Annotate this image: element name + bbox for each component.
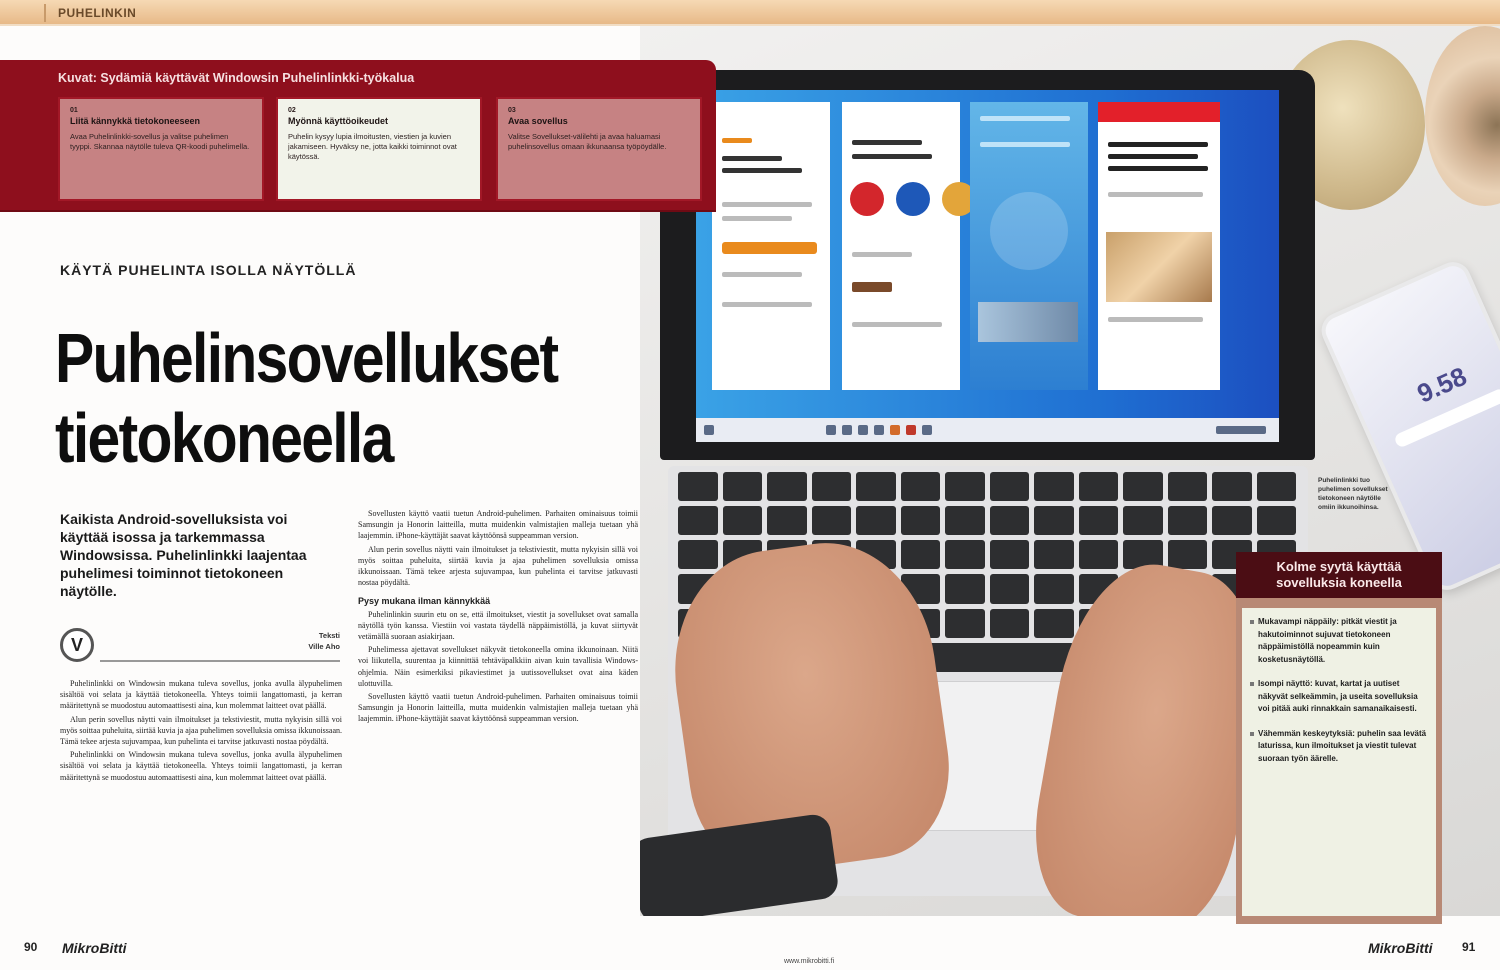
app-logo [722, 138, 752, 143]
byline-author: Ville Aho [308, 642, 340, 651]
start-icon [704, 425, 714, 435]
key [812, 472, 852, 501]
phone-app-window [712, 102, 830, 390]
news-app-header [1098, 102, 1220, 122]
app-text [852, 252, 912, 257]
step-number: 01 [70, 107, 78, 114]
app-text [722, 202, 812, 207]
reasons-sidebar [1236, 552, 1442, 924]
phone-app-window [842, 102, 960, 390]
app-text [980, 142, 1070, 147]
title-line-2: tietokoneella [55, 399, 393, 477]
page-number-left: 90 [24, 940, 38, 954]
key [723, 506, 763, 535]
key [1079, 540, 1119, 569]
key [990, 472, 1030, 501]
body-paragraph: Puhelimessa ajettavat sovellukset näkyvät tietokoneella omina ikkunoinaan. Niitä voi liikutella, suurentaa ja kiinnittää tehtäväpalkkiin aivan kuin tavallisia Windows-ohjelmia. Näin esimerkiksi pikaviestimet ja uutissovellukset ovat aina käden ulottuvilla. [358, 645, 638, 688]
how-to-heading: Kuvat: Sydämiä käyttävät Windowsin Puhelinlinkki-työkalua [58, 71, 415, 85]
key [901, 506, 941, 535]
photo-caption: Puhelinlinkki tuo puhelimen sovellukset tietokoneen näytölle omiin ikkunoihinsa. [1318, 477, 1388, 511]
smartphone [1316, 256, 1500, 595]
key [767, 506, 807, 535]
step-title: Liitä kännykkä tietokoneeseen [70, 116, 201, 126]
app-circle-icon [850, 182, 884, 216]
sidebar-item: Isompi näyttö: kuvat, kartat ja uutiset näkyvät selkeämmin, ja useita sovelluksia voi pitää auki rinnakkain samanaikaisesti. [1252, 678, 1428, 716]
key [812, 506, 852, 535]
body-paragraph: Puhelinlinkki on Windowsin mukana tuleva sovellus, jonka avulla älypuhelimen sisältöä voi selata ja käyttää tietokoneella. Yhteys toimii langattomasti, ja kerran määritettynä se muodostuu automaattisesti aina, kun molemmat laitteet ovat päällä. [60, 679, 342, 711]
body-paragraph: Alun perin sovellus näytti vain ilmoitukset ja tekstiviestit, mutta nykyisin sillä voi myös soittaa puheluita, siirtää kuvia ja ajaa puhelimen sovelluksia omissa ikkunoissaan. Tämä tekee arjesta sujuvampaa, kun puhelinta ei tarvitse jatkuvasti nostaa pöydältä. [60, 714, 342, 747]
sidebar-body [1242, 608, 1436, 916]
key [1034, 574, 1074, 603]
taskbar-app-icon [922, 425, 932, 435]
key [1034, 506, 1074, 535]
key [1034, 609, 1074, 638]
article-title [55, 318, 558, 478]
app-text [852, 322, 942, 327]
app-text [980, 116, 1070, 121]
app-text [722, 168, 802, 173]
key [990, 506, 1030, 535]
key [1257, 472, 1297, 501]
article-kicker: KÄYTÄ PUHELINTA ISOLLA NÄYTÖLLÄ [60, 262, 357, 278]
taskbar-app-icon [874, 425, 884, 435]
byline [60, 628, 340, 674]
byline-role: Teksti [318, 631, 340, 640]
laptop-screen-bezel [660, 70, 1315, 460]
title-line-1: Puhelinsovellukset [55, 319, 558, 397]
section-tag: PUHELINKIN [58, 6, 137, 20]
app-text [722, 216, 792, 221]
key [945, 472, 985, 501]
body-column-1 [60, 678, 342, 785]
news-image [1106, 232, 1212, 302]
key [856, 506, 896, 535]
magazine-brand-left: MikroBitti [62, 940, 127, 956]
key [945, 540, 985, 569]
body-paragraph: Puhelinlinkki on Windowsin mukana tuleva sovellus, jonka avulla älypuhelimen sisältöä voi selata ja käyttää tietokoneella. Yhteys toimii langattomasti, ja kerran määritettynä se muodostuu automaattisesti aina, kun molemmat laitteet ovat päällä. [60, 750, 342, 782]
app-circle-icon [896, 182, 930, 216]
key [767, 472, 807, 501]
step-title: Avaa sovellus [508, 116, 568, 126]
app-text [1108, 154, 1198, 159]
key [990, 574, 1030, 603]
step-box [58, 97, 264, 201]
weather-dial [990, 192, 1068, 270]
step-number: 03 [508, 107, 516, 114]
app-text [1108, 317, 1203, 322]
article-lead: Kaikista Android-sovelluksista voi käyttää isossa ja tarkemmassa Windowsissa. Puhelinlinkki laajentaa puhelimesi toiminnot tietokoneen näytölle. [60, 511, 307, 599]
magazine-brand-right: MikroBitti [1368, 940, 1433, 956]
body-subheading: Pysy mukana ilman kännykkää [358, 596, 491, 607]
step-text: Puhelin kysyy lupia ilmoitusten, viestien ja kuvien jakamiseen. Hyväksy ne, jotta kaikki toiminnot ovat käytössä. [288, 132, 457, 161]
key [945, 609, 985, 638]
page-number-right: 91 [1462, 940, 1476, 954]
app-text [852, 140, 922, 145]
taskbar-app-icon [890, 425, 900, 435]
key [1034, 540, 1074, 569]
sidebar-item: Vähemmän keskeytyksiä: puhelin saa levätä laturissa, kun ilmoitukset ja viestit tulevat suoraan työn äärelle. [1252, 728, 1428, 766]
how-to-band [0, 60, 716, 210]
app-text [1108, 166, 1208, 171]
key [1212, 472, 1252, 501]
key [901, 540, 941, 569]
app-text [722, 156, 782, 161]
windows-taskbar [696, 418, 1279, 442]
strip-divider [44, 4, 46, 22]
key [1168, 506, 1208, 535]
key [723, 472, 763, 501]
key [678, 472, 718, 501]
step-text: Avaa Puhelinlinkki-sovellus ja valitse puhelimen tyyppi. Skannaa näytölle tuleva QR-koodi puhelimella. [70, 132, 250, 151]
key [901, 472, 941, 501]
footer-url: www.mikrobitti.fi [784, 958, 835, 965]
key [1079, 506, 1119, 535]
byline-text [308, 630, 340, 652]
basket-decoration [1425, 26, 1500, 206]
taskbar-clock [1216, 426, 1266, 434]
key [1123, 506, 1163, 535]
app-text [1108, 192, 1203, 197]
key [1168, 472, 1208, 501]
key [1168, 540, 1208, 569]
byline-rule [100, 660, 340, 662]
key [990, 540, 1030, 569]
key [678, 506, 718, 535]
taskbar-app-icon [906, 425, 916, 435]
app-orange-button [722, 242, 817, 254]
app-text [722, 272, 802, 277]
taskbar-app-icon [842, 425, 852, 435]
key [1123, 472, 1163, 501]
key [856, 472, 896, 501]
body-paragraph: Sovellusten käyttö vaatii tuetun Android-puhelimen. Parhaiten ominaisuus toimii Samsungin ja Honorin laitteilla, mutta muidenkin valmistajien malleja tuetaan yhä laajemmin. iPhone-käyttäjät saavat käyttöönsä suppeamman version. [358, 509, 638, 541]
taskbar-app-icon [858, 425, 868, 435]
step-text: Valitse Sovellukset-välilehti ja avaa haluamasi puhelinsovellus omaan ikkunaansa työpöydälle. [508, 132, 667, 151]
phone-app-window [970, 102, 1088, 390]
app-text [1108, 142, 1208, 147]
body-paragraph: Puhelinlinkin suurin etu on se, että ilmoitukset, viestit ja sovellukset ovat samalla näytöllä työn kanssa. Viestiin voi vastata täydellä näppäimistöllä, ja kuvat siirtyvät vetämällä suoraan asiakirjaan. [358, 609, 638, 642]
key [945, 506, 985, 535]
key [990, 609, 1030, 638]
app-image [978, 302, 1078, 342]
key [1212, 506, 1252, 535]
body-paragraph: Sovellusten käyttö vaatii tuetun Android-puhelimen. Parhaiten ominaisuus toimii Samsungin ja Honorin laitteilla, mutta muidenkin valmistajien malleja tuetaan yhä laajemmin. iPhone-käyttäjät saavat käyttöönsä suppeamman version. [358, 692, 638, 724]
laptop-screen [696, 90, 1279, 442]
author-avatar-icon: V [60, 628, 94, 662]
key [1034, 472, 1074, 501]
sidebar-heading: Kolme syytä käyttää sovelluksia koneella [1236, 552, 1442, 598]
step-title: Myönnä käyttöoikeudet [288, 116, 389, 126]
step-box [276, 97, 482, 201]
key [945, 574, 985, 603]
body-column-2 [358, 508, 638, 727]
phone-clock: 9.58 [1412, 360, 1472, 409]
key [678, 540, 718, 569]
key [1079, 472, 1119, 501]
taskbar-app-icon [826, 425, 836, 435]
app-text [722, 302, 812, 307]
app-image [852, 282, 892, 292]
sidebar-item: Mukavampi näppäily: pitkät viestit ja hakutoiminnot sujuvat tietokoneen näppäimistöllä nopeammin kuin kosketusnäytöllä. [1252, 616, 1428, 666]
body-paragraph: Alun perin sovellus näytti vain ilmoitukset ja tekstiviestit, mutta nykyisin sillä voi myös soittaa puheluita, siirtää kuvia ja ajaa puhelimen sovelluksia omissa ikkunoissaan. Tämä tekee arjesta sujuvampaa, kun puhelinta ei tarvitse jatkuvasti nostaa pöydältä. [358, 544, 638, 588]
key [1257, 506, 1297, 535]
section-strip [0, 0, 1500, 26]
step-box [496, 97, 702, 201]
app-text [852, 154, 932, 159]
step-number: 02 [288, 107, 296, 114]
phone-app-window [1098, 102, 1220, 390]
